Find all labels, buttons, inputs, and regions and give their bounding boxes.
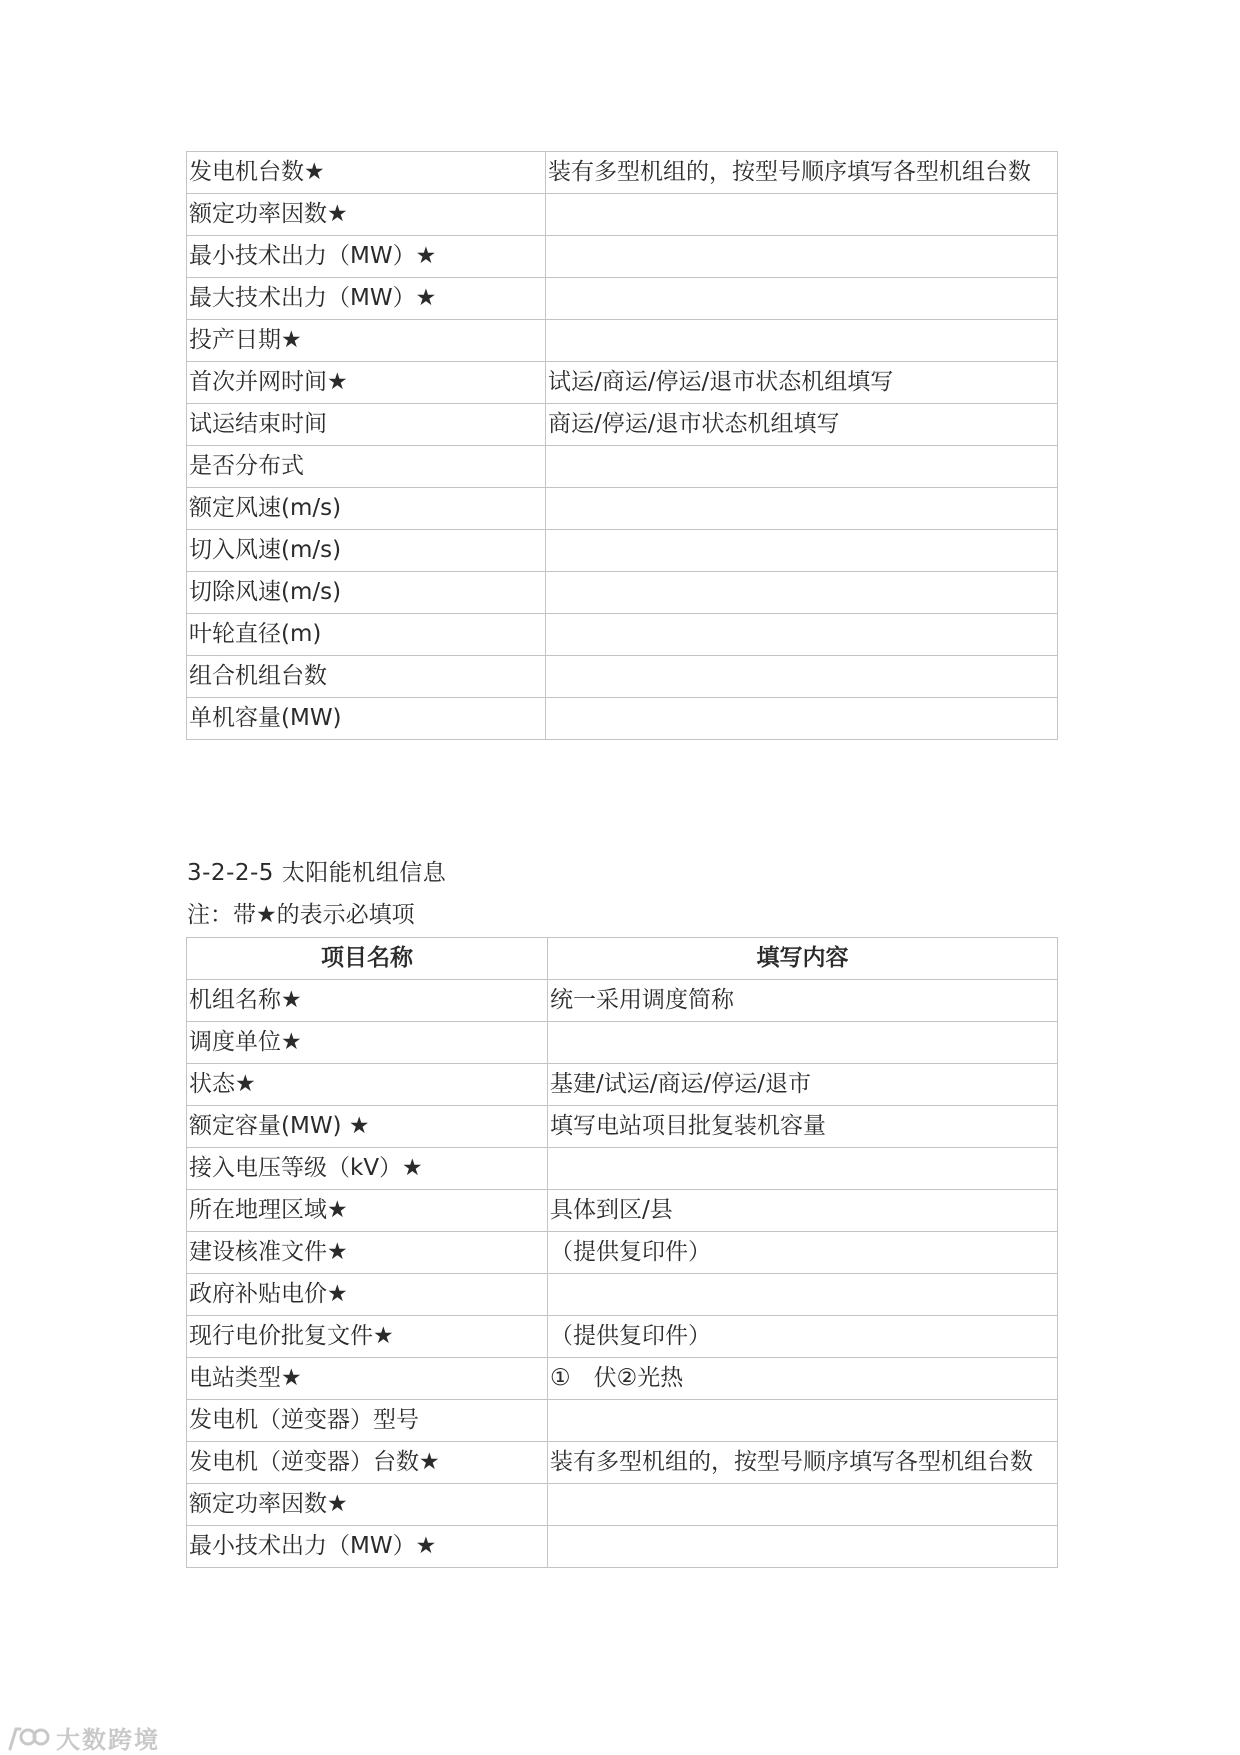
table-row bbox=[187, 1358, 1058, 1400]
table-row bbox=[187, 320, 1058, 362]
item-name-cell: 叶轮直径(m) bbox=[187, 614, 546, 656]
item-name-cell: 最小技术出力（MW）★ bbox=[187, 1526, 548, 1568]
fill-content-cell: 试运/商运/停运/退市状态机组填写 bbox=[546, 362, 1058, 404]
item-name-cell: 机组名称★ bbox=[187, 980, 548, 1022]
fill-content-cell bbox=[548, 1484, 1058, 1526]
fill-content-cell bbox=[546, 656, 1058, 698]
table-row bbox=[187, 980, 1058, 1022]
item-name-cell: 调度单位★ bbox=[187, 1022, 548, 1064]
section-title: 3-2-2-5 太阳能机组信息 bbox=[187, 860, 447, 886]
fill-content-cell bbox=[546, 278, 1058, 320]
item-name-cell: 额定风速(m/s) bbox=[187, 488, 546, 530]
required-note: 注：带★的表示必填项 bbox=[187, 902, 415, 928]
item-name-cell: 单机容量(MW) bbox=[187, 698, 546, 740]
table-row bbox=[187, 1316, 1058, 1358]
fill-content-cell bbox=[548, 1526, 1058, 1568]
fill-content-cell bbox=[546, 614, 1058, 656]
table-row bbox=[187, 152, 1058, 194]
fill-content-cell bbox=[546, 530, 1058, 572]
fill-content-cell: 填写电站项目批复装机容量 bbox=[548, 1106, 1058, 1148]
item-name-cell: 现行电价批复文件★ bbox=[187, 1316, 548, 1358]
item-name-cell: 是否分布式 bbox=[187, 446, 546, 488]
fill-content-cell bbox=[546, 446, 1058, 488]
item-name-cell: 政府补贴电价★ bbox=[187, 1274, 548, 1316]
fill-content-cell: 统一采用调度简称 bbox=[548, 980, 1058, 1022]
table-row bbox=[187, 446, 1058, 488]
fill-content-cell bbox=[548, 1400, 1058, 1442]
fill-content-cell: 具体到区/县 bbox=[548, 1190, 1058, 1232]
item-name-cell: 首次并网时间★ bbox=[187, 362, 546, 404]
header-fill-content: 填写内容 bbox=[548, 938, 1058, 980]
item-name-cell: 试运结束时间 bbox=[187, 404, 546, 446]
table-row bbox=[187, 1400, 1058, 1442]
fill-content-cell: （提供复印件） bbox=[548, 1232, 1058, 1274]
item-name-cell: 切入风速(m/s) bbox=[187, 530, 546, 572]
table-row bbox=[187, 1526, 1058, 1568]
watermark-text: 大数跨境 bbox=[56, 1726, 160, 1754]
item-name-cell: 额定功率因数★ bbox=[187, 1484, 548, 1526]
item-name-cell: 发电机（逆变器）台数★ bbox=[187, 1442, 548, 1484]
fill-content-cell: ① 伏②光热 bbox=[548, 1358, 1058, 1400]
fill-content-cell: （提供复印件） bbox=[548, 1316, 1058, 1358]
table-row bbox=[187, 1064, 1058, 1106]
table-row bbox=[187, 572, 1058, 614]
table-row bbox=[187, 1232, 1058, 1274]
fill-content-cell bbox=[546, 698, 1058, 740]
item-name-cell: 状态★ bbox=[187, 1064, 548, 1106]
table-row bbox=[187, 530, 1058, 572]
item-name-cell: 最大技术出力（MW）★ bbox=[187, 278, 546, 320]
fill-content-cell bbox=[548, 1148, 1058, 1190]
table-row bbox=[187, 488, 1058, 530]
table-row bbox=[187, 1484, 1058, 1526]
table-row bbox=[187, 236, 1058, 278]
fill-content-cell bbox=[548, 1274, 1058, 1316]
table-row bbox=[187, 1022, 1058, 1064]
header-item-name: 项目名称 bbox=[187, 938, 548, 980]
item-name-cell: 接入电压等级（kV）★ bbox=[187, 1148, 548, 1190]
brand-logo-icon bbox=[6, 1723, 50, 1753]
item-name-cell: 额定功率因数★ bbox=[187, 194, 546, 236]
item-name-cell: 电站类型★ bbox=[187, 1358, 548, 1400]
fill-content-cell bbox=[546, 572, 1058, 614]
fill-content-cell: 装有多型机组的，按型号顺序填写各型机组台数 bbox=[548, 1442, 1058, 1484]
item-name-cell: 最小技术出力（MW）★ bbox=[187, 236, 546, 278]
item-name-cell: 组合机组台数 bbox=[187, 656, 546, 698]
fill-content-cell: 装有多型机组的，按型号顺序填写各型机组台数 bbox=[546, 152, 1058, 194]
table-row bbox=[187, 698, 1058, 740]
fill-content-cell bbox=[548, 1022, 1058, 1064]
table-row bbox=[187, 1148, 1058, 1190]
item-name-cell: 发电机台数★ bbox=[187, 152, 546, 194]
item-name-cell: 建设核准文件★ bbox=[187, 1232, 548, 1274]
fill-content-cell bbox=[546, 236, 1058, 278]
fill-content-cell: 商运/停运/退市状态机组填写 bbox=[546, 404, 1058, 446]
item-name-cell: 发电机（逆变器）型号 bbox=[187, 1400, 548, 1442]
fill-content-cell: 基建/试运/商运/停运/退市 bbox=[548, 1064, 1058, 1106]
item-name-cell: 切除风速(m/s) bbox=[187, 572, 546, 614]
table-header-row bbox=[187, 938, 1058, 980]
table-row bbox=[187, 614, 1058, 656]
fill-content-cell bbox=[546, 488, 1058, 530]
table-row bbox=[187, 1190, 1058, 1232]
table-row bbox=[187, 362, 1058, 404]
table-row bbox=[187, 1274, 1058, 1316]
fill-content-cell bbox=[546, 320, 1058, 362]
table-row bbox=[187, 656, 1058, 698]
table-row bbox=[187, 194, 1058, 236]
table-row bbox=[187, 404, 1058, 446]
table-row bbox=[187, 1106, 1058, 1148]
unit-info-table-continued bbox=[186, 151, 1058, 740]
solar-unit-info-table bbox=[186, 937, 1058, 1568]
item-name-cell: 额定容量(MW) ★ bbox=[187, 1106, 548, 1148]
watermark bbox=[6, 1720, 160, 1755]
table-row bbox=[187, 278, 1058, 320]
table-row bbox=[187, 1442, 1058, 1484]
fill-content-cell bbox=[546, 194, 1058, 236]
item-name-cell: 投产日期★ bbox=[187, 320, 546, 362]
item-name-cell: 所在地理区域★ bbox=[187, 1190, 548, 1232]
